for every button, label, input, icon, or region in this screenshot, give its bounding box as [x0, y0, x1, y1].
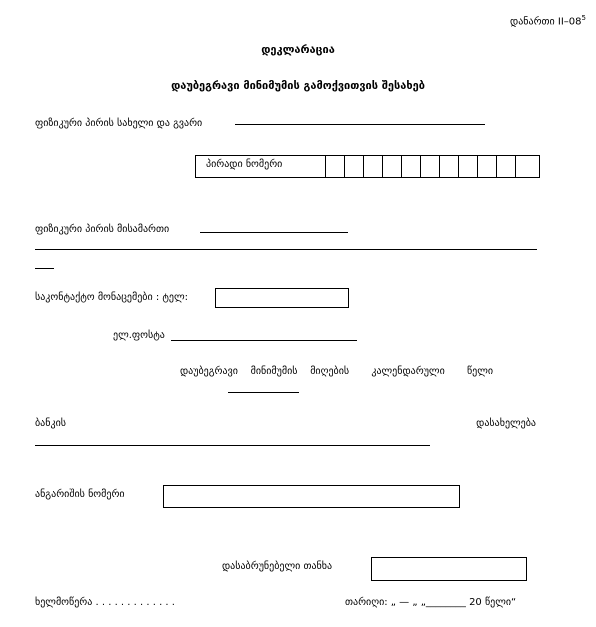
- personal-number-digit-6[interactable]: [420, 155, 440, 178]
- personal-number-digit-4[interactable]: [382, 155, 402, 178]
- personal-number-digit-9[interactable]: [477, 155, 497, 178]
- personal-number-label: პირადი ნომერი: [206, 159, 283, 170]
- tax-free-period-label: დაუბეგრავი მინიმუმის მიღების კალენდარული წელი: [180, 366, 494, 377]
- personal-number-digit-11[interactable]: [515, 155, 540, 178]
- address-line-1[interactable]: [200, 232, 348, 233]
- date-label: თარიღი: „ — „ „________ 20 წელი“: [345, 597, 517, 608]
- refund-amount-input-box[interactable]: [371, 557, 527, 581]
- address-line-3[interactable]: [35, 268, 54, 269]
- bank-line[interactable]: [35, 445, 430, 446]
- contact-phone-label: საკონტაქტო მონაცემები : ტელ:: [35, 292, 189, 303]
- person-name-line[interactable]: [235, 124, 485, 125]
- account-number-input-box[interactable]: [163, 485, 460, 508]
- personal-number-digit-5[interactable]: [401, 155, 421, 178]
- personal-number-digit-8[interactable]: [458, 155, 478, 178]
- personal-number-digit-1[interactable]: [325, 155, 345, 178]
- personal-number-label-cell: [195, 155, 326, 178]
- refund-amount-label: დასაბრუნებელი თანხა: [222, 561, 333, 572]
- email-line[interactable]: [171, 340, 357, 341]
- person-name-label: ფიზიკური პირის სახელი და გვარი: [35, 118, 203, 129]
- address-line-2[interactable]: [35, 249, 537, 250]
- annex-label: დანართი $II-08^5$: [510, 14, 586, 28]
- phone-input-box[interactable]: [215, 288, 349, 308]
- personal-number-digit-10[interactable]: [496, 155, 516, 178]
- document-title: დეკლარაცია: [261, 43, 335, 56]
- bank-name-label: დასახელება: [476, 418, 536, 429]
- account-number-label: ანგარიშის ნომერი: [35, 489, 125, 500]
- email-label: ელ.ფოსტა: [113, 330, 165, 341]
- document-subtitle: დაუბეგრავი მინიმუმის გამოქვითვის შესახებ: [171, 79, 425, 92]
- signature-label: ხელმოწერა . . . . . . . . . . . . .: [35, 597, 175, 608]
- tax-free-year-line[interactable]: [228, 392, 299, 393]
- personal-number-digit-2[interactable]: [344, 155, 364, 178]
- annex-superscript: 5: [581, 14, 586, 22]
- address-label: ფიზიკური პირის მისამართი: [35, 224, 170, 235]
- bank-label: ბანკის: [35, 418, 66, 429]
- personal-number-digit-7[interactable]: [439, 155, 459, 178]
- personal-number-digit-3[interactable]: [363, 155, 383, 178]
